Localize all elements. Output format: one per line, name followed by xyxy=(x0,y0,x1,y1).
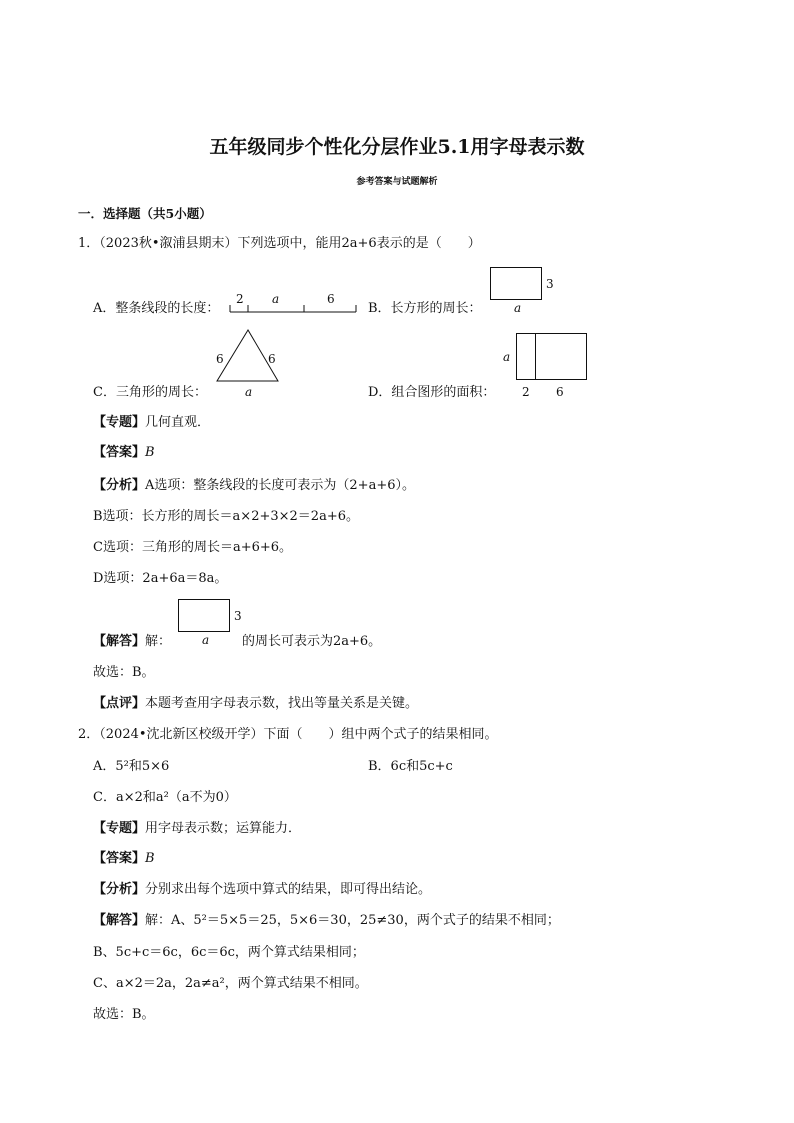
q2-topic-tag: 【专题】 xyxy=(93,821,146,836)
topic-tag: 【专题】 xyxy=(93,415,146,430)
solution-tag: 【解答】 xyxy=(93,634,146,649)
segment-label-2: 2 xyxy=(236,292,244,306)
answer-text: B xyxy=(145,445,155,460)
q2-topic xyxy=(93,821,301,837)
segment-label-a: a xyxy=(272,292,280,306)
q1-option-a: A．整条线段的长度： xyxy=(93,301,220,316)
q1-comment xyxy=(93,696,418,712)
rect-side-label: 3 xyxy=(546,277,554,291)
q2-analysis-tag: 【分析】 xyxy=(93,882,146,897)
solution-rect-side-label: 3 xyxy=(234,609,242,623)
page-title: 五年级同步个性化分层作业5.1用字母表示数 xyxy=(209,136,585,158)
rect-bottom-label: a xyxy=(514,301,522,315)
q2-answer xyxy=(93,851,155,867)
triangle-right-label: 6 xyxy=(268,352,276,366)
q2-analysis xyxy=(93,882,431,898)
comment-tag: 【点评】 xyxy=(93,696,146,711)
q2-answer-tag: 【答案】 xyxy=(93,851,146,866)
solution-rect-bottom-label: a xyxy=(202,633,210,647)
q1-option-b: B．长方形的周长： xyxy=(368,301,482,316)
q2-answer-text: B xyxy=(145,851,155,866)
q2-solution-c: C、a×2＝2a，2a≠a²，两个算式结果不相同。 xyxy=(93,976,368,991)
q2-option-a: A．5²和5×6 xyxy=(93,759,170,774)
q1-choose: 故选：B。 xyxy=(93,665,155,680)
q2-option-c: C．a×2和a²（a不为0） xyxy=(93,790,237,805)
q2-solution xyxy=(93,913,560,929)
analysis-text-a: A选项：整条线段的长度可表示为（2+a+6）。 xyxy=(145,478,415,493)
section-heading: 一．选择题（共5小题） xyxy=(78,206,212,221)
page-subtitle: 参考答案与试题解析 xyxy=(356,177,438,187)
analysis-tag: 【分析】 xyxy=(93,478,146,493)
answer-tag: 【答案】 xyxy=(93,445,146,460)
q1-option-c: C．三角形的周长： xyxy=(93,385,207,400)
q1-solution-rectangle xyxy=(174,596,246,648)
q2-analysis-text: 分别求出每个选项中算式的结果，即可得出结论。 xyxy=(145,882,432,897)
q2-choose: 故选：B。 xyxy=(93,1007,155,1022)
q1-solution-post: 的周长可表示为2a+6。 xyxy=(242,634,382,649)
triangle-base-label: a xyxy=(245,385,253,399)
q1-analysis-c: C选项：三角形的周长＝a+6+6。 xyxy=(93,540,293,555)
q2-solution-tag: 【解答】 xyxy=(93,913,146,928)
topic-text: 几何直观． xyxy=(145,415,211,430)
q1-analysis-d: D选项：2a+6a＝8a。 xyxy=(93,571,228,586)
segment-label-6: 6 xyxy=(327,292,335,306)
q2-stem: 2．（2024•沈北新区校级开学）下面（ ）组中两个式子的结果相同。 xyxy=(78,727,498,742)
comment-text: 本题考查用字母表示数，找出等量关系是关键。 xyxy=(145,696,419,711)
q1-answer xyxy=(93,445,155,461)
q1-option-d: D．组合图形的面积： xyxy=(368,385,496,400)
combo-bottom-label-2: 2 xyxy=(522,385,530,399)
q1-stem: 1．（2023秋•溆浦县期末）下列选项中，能用2a+6表示的是（ ） xyxy=(78,236,481,251)
q1-segment-figure xyxy=(226,290,360,320)
q2-solution-a: 解：A、5²＝5×5＝25，5×6＝30，25≠30，两个式子的结果不相同； xyxy=(145,913,560,928)
combo-bottom-label-6: 6 xyxy=(556,385,564,399)
q1-solution xyxy=(93,634,171,650)
q1-rectangle-figure xyxy=(486,264,558,316)
solution-pre: 解： xyxy=(145,634,172,649)
q2-solution-b: B、5c+c＝6c，6c＝6c，两个算式结果相同； xyxy=(93,945,365,960)
q1-topic xyxy=(93,415,210,431)
q2-option-b: B．6c和5c+c xyxy=(368,759,453,774)
q1-analysis-b: B选项：长方形的周长＝a×2+3×2＝2a+6。 xyxy=(93,509,359,524)
combo-side-label: a xyxy=(503,350,511,364)
q2-topic-text: 用字母表示数；运算能力． xyxy=(145,821,302,836)
q1-combo-figure xyxy=(500,330,592,400)
q1-triangle-figure xyxy=(210,326,284,400)
q1-analysis xyxy=(93,478,415,494)
triangle-left-label: 6 xyxy=(216,352,224,366)
